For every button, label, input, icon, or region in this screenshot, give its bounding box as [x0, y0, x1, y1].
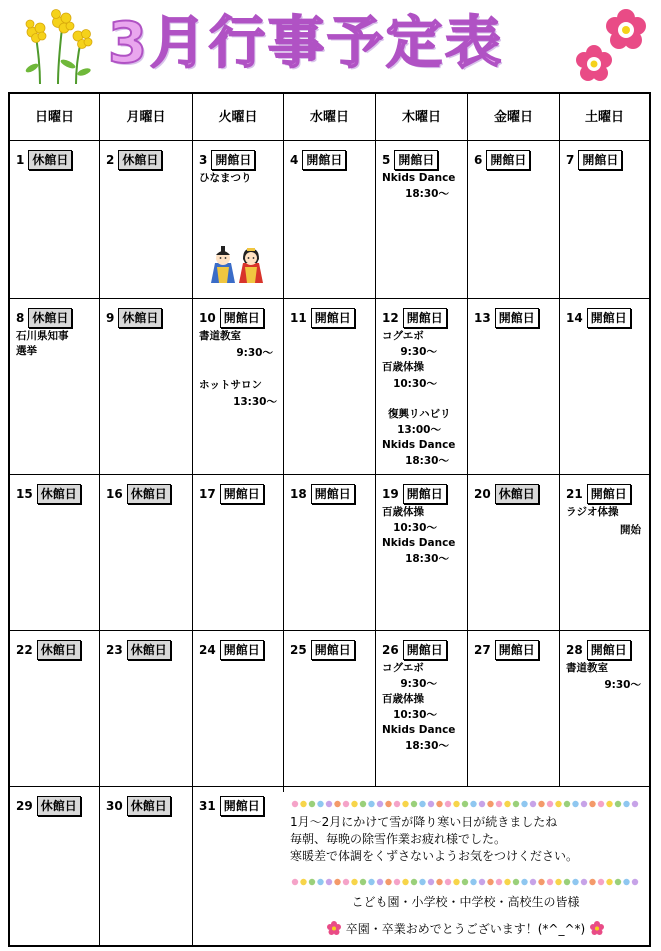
dot-border-middle — [290, 876, 640, 888]
pink-flower-icon — [327, 921, 341, 935]
hina-dolls-icon — [207, 245, 267, 285]
day-cell — [193, 141, 284, 299]
day-cell — [193, 787, 284, 945]
open-day-badge: 開館日 — [394, 150, 438, 170]
pink-flower-icon — [590, 921, 604, 935]
day-cell — [284, 631, 376, 787]
day-number: 19 — [382, 487, 399, 501]
notice-greeting: 卒園・卒業おめでとうございます！(*^_^*) — [345, 922, 586, 936]
day-number: 3 — [199, 153, 208, 167]
pink-flower-icon — [568, 6, 658, 88]
day-number: 23 — [106, 643, 123, 657]
event-item: 13:30～ — [233, 396, 277, 408]
day-cell — [284, 141, 376, 299]
open-day-badge: 開館日 — [578, 150, 622, 170]
closed-day-badge: 休館日 — [127, 796, 171, 816]
weekday-header: 金曜日 — [468, 94, 560, 141]
day-number: 31 — [199, 799, 216, 813]
day-cell — [376, 141, 468, 299]
day-number: 2 — [106, 153, 115, 167]
open-day-badge: 開館日 — [211, 150, 255, 170]
day-number: 20 — [474, 487, 491, 501]
weekday-header: 水曜日 — [284, 94, 376, 141]
open-day-badge: 開館日 — [495, 640, 539, 660]
day-cell — [284, 475, 376, 631]
day-number: 6 — [474, 153, 483, 167]
day-cell — [560, 299, 649, 475]
day-cell — [100, 141, 193, 299]
closed-day-badge: 休館日 — [37, 484, 81, 504]
event-item: 9:30～ — [400, 346, 437, 358]
event-item: 10:30～ — [393, 709, 437, 721]
weekday-header: 土曜日 — [560, 94, 649, 141]
rapeseed-flower-icon — [18, 6, 98, 86]
event-item: Nkids Dance — [382, 537, 456, 549]
day-number: 4 — [290, 153, 299, 167]
open-day-badge: 開館日 — [495, 308, 539, 328]
closed-day-badge: 休館日 — [495, 484, 539, 504]
open-day-badge: 開館日 — [220, 484, 264, 504]
event-item: Nkids Dance — [382, 172, 456, 184]
day-number: 27 — [474, 643, 491, 657]
day-cell — [376, 299, 468, 475]
event-item: コグエボ — [382, 662, 424, 674]
day-number: 16 — [106, 487, 123, 501]
day-cell — [468, 299, 560, 475]
closed-day-badge: 休館日 — [127, 484, 171, 504]
day-cell — [100, 299, 193, 475]
day-number: 24 — [199, 643, 216, 657]
open-day-badge: 開館日 — [220, 640, 264, 660]
event-item: 開始 — [620, 524, 641, 536]
header — [0, 0, 661, 90]
day-number: 5 — [382, 153, 391, 167]
day-cell — [560, 141, 649, 299]
notice-line-1: 1月～2月にかけて雪が降り寒い日が続きましたね — [290, 815, 558, 829]
day-number: 15 — [16, 487, 33, 501]
day-number: 18 — [290, 487, 307, 501]
event-item: Nkids Dance — [382, 439, 456, 451]
event-item: コグエボ — [382, 330, 424, 342]
event-item: 書道教室 — [199, 330, 241, 342]
day-number: 17 — [199, 487, 216, 501]
event-item: 9:30～ — [400, 678, 437, 690]
day-number: 22 — [16, 643, 33, 657]
day-cell — [376, 631, 468, 787]
day-cell — [468, 475, 560, 631]
event-item: 18:30～ — [405, 188, 449, 200]
day-number: 11 — [290, 311, 307, 325]
day-cell — [468, 141, 560, 299]
day-cell — [193, 475, 284, 631]
day-cell — [100, 631, 193, 787]
closed-day-badge: 休館日 — [28, 308, 72, 328]
event-item: 18:30～ — [405, 553, 449, 565]
day-cell — [193, 631, 284, 787]
day-number: 10 — [199, 311, 216, 325]
event-item: 10:30～ — [393, 522, 437, 534]
day-cell — [10, 141, 100, 299]
event-item: ひなまつり — [199, 172, 252, 184]
dot-border-top — [290, 798, 640, 810]
day-number: 13 — [474, 311, 491, 325]
open-day-badge: 開館日 — [403, 484, 447, 504]
day-cell — [10, 787, 100, 945]
day-cell — [100, 475, 193, 631]
closed-day-badge: 休館日 — [127, 640, 171, 660]
open-day-badge: 開館日 — [220, 308, 264, 328]
notice-line-3: 寒暖差で体調をくずさないようお気をつけください。 — [290, 849, 579, 863]
day-number: 1 — [16, 153, 25, 167]
open-day-badge: 開館日 — [403, 640, 447, 660]
open-day-badge: 開館日 — [311, 308, 355, 328]
event-item: ホットサロン — [199, 379, 262, 391]
open-day-badge: 開館日 — [587, 640, 631, 660]
event-item: 10:30～ — [393, 378, 437, 390]
event-item: 選挙 — [16, 345, 37, 357]
day-number: 21 — [566, 487, 583, 501]
event-item: 18:30～ — [405, 455, 449, 467]
day-number: 12 — [382, 311, 399, 325]
event-item: 百歳体操 — [382, 506, 424, 518]
event-item: ラジオ体操 — [566, 506, 619, 518]
day-number: 25 — [290, 643, 307, 657]
day-cell — [10, 475, 100, 631]
open-day-badge: 開館日 — [302, 150, 346, 170]
open-day-badge: 開館日 — [311, 640, 355, 660]
open-day-badge: 開館日 — [587, 484, 631, 504]
weekday-header: 木曜日 — [376, 94, 468, 141]
closed-day-badge: 休館日 — [37, 640, 81, 660]
day-number: 9 — [106, 311, 115, 325]
notice-box — [282, 792, 649, 945]
day-cell — [376, 475, 468, 631]
closed-day-badge: 休館日 — [118, 308, 162, 328]
event-item: Nkids Dance — [382, 724, 456, 736]
day-number: 7 — [566, 153, 575, 167]
page-title: 3月行事予定表 — [108, 11, 504, 76]
day-number: 29 — [16, 799, 33, 813]
event-item: 9:30～ — [604, 679, 641, 691]
day-cell — [10, 299, 100, 475]
event-item: 18:30～ — [405, 740, 449, 752]
day-cell — [560, 475, 649, 631]
day-cell — [284, 299, 376, 475]
notice-line-2: 毎朝、毎晩の除雪作業お疲れ様でした。 — [290, 832, 507, 846]
day-cell — [10, 631, 100, 787]
event-item: 9:30～ — [236, 347, 273, 359]
closed-day-badge: 休館日 — [118, 150, 162, 170]
weekday-header: 火曜日 — [193, 94, 284, 141]
day-cell — [193, 299, 284, 475]
event-item: 書道教室 — [566, 662, 608, 674]
closed-day-badge: 休館日 — [28, 150, 72, 170]
day-cell — [468, 631, 560, 787]
day-cell — [100, 787, 193, 945]
weekday-header: 日曜日 — [10, 94, 100, 141]
event-item: 13:00～ — [397, 424, 441, 436]
event-item: 復興リハビリ — [388, 408, 451, 420]
event-item: 百歳体操 — [382, 361, 424, 373]
notice-subtitle: こども園・小学校・中学校・高校生の皆様 — [351, 895, 580, 909]
open-day-badge: 開館日 — [587, 308, 631, 328]
day-cell — [560, 631, 649, 787]
open-day-badge: 開館日 — [220, 796, 264, 816]
day-number: 28 — [566, 643, 583, 657]
day-number: 14 — [566, 311, 583, 325]
open-day-badge: 開館日 — [486, 150, 530, 170]
open-day-badge: 開館日 — [311, 484, 355, 504]
day-number: 30 — [106, 799, 123, 813]
day-number: 8 — [16, 311, 25, 325]
event-item: 石川県知事 — [16, 330, 69, 342]
open-day-badge: 開館日 — [403, 308, 447, 328]
closed-day-badge: 休館日 — [37, 796, 81, 816]
day-number: 26 — [382, 643, 399, 657]
event-item: 百歳体操 — [382, 693, 424, 705]
weekday-header: 月曜日 — [100, 94, 193, 141]
